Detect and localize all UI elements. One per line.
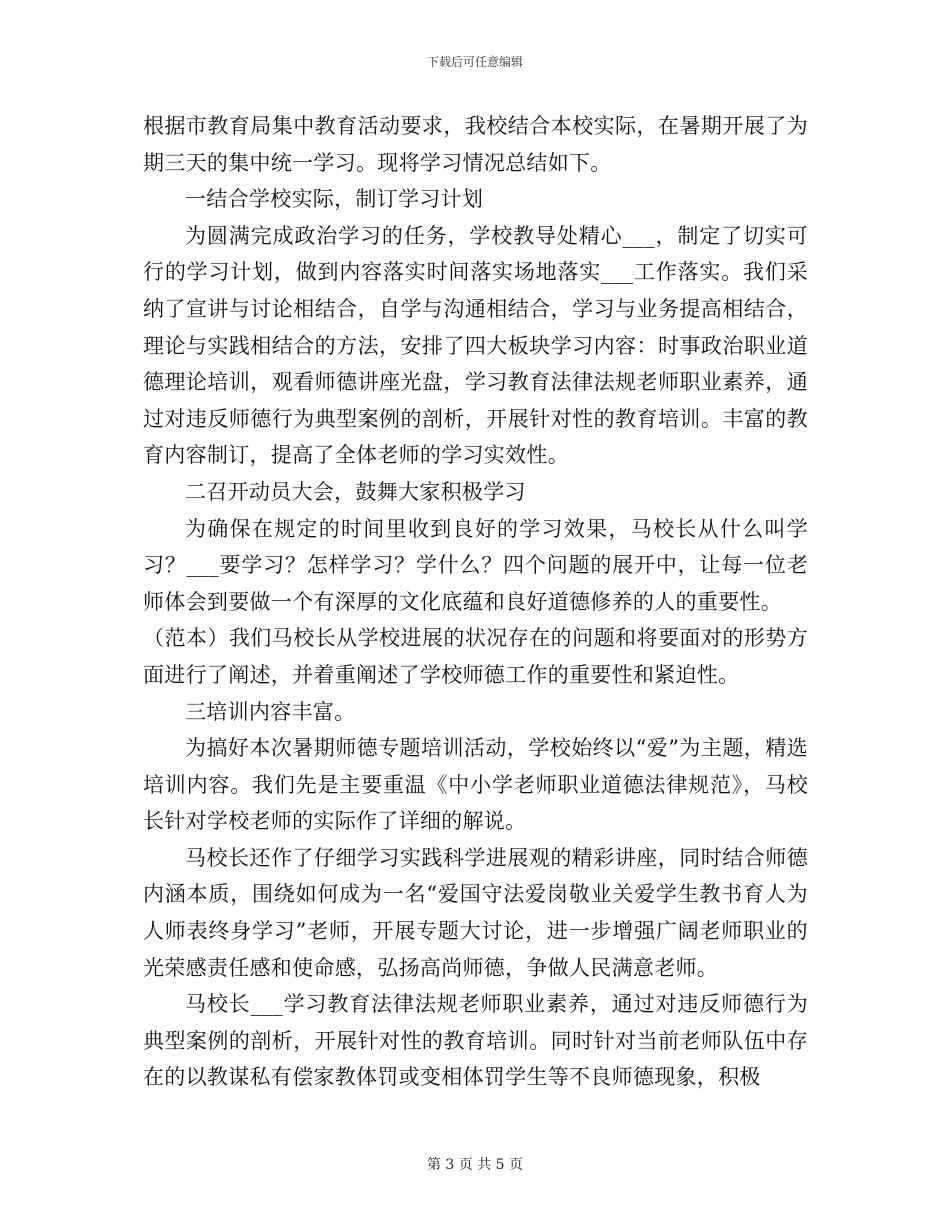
document-body — [143, 108, 808, 1096]
section-heading-2: 二召开动员大会，鼓舞大家积极学习 — [185, 479, 526, 504]
page-header: 下载后可任意编辑 — [426, 55, 523, 69]
paragraph-legal-study: 马校长___学习教育法律法规老师职业素养，通过对违反师德行为典型案例的剖析，开展针对性的教育培训。同时针对当前老师队伍中存在的以教谋私有偿家教体罚或变相体罚学生等不良师德现象，积极 — [143, 992, 808, 1090]
page-footer: 第 3 页 共 5 页 — [426, 1157, 524, 1173]
paragraph-training-content: 为搞好本次暑期师德专题培训活动，学校始终以“爱”为主题，精选培训内容。我们先是主要重温《中小学老师职业道德法律规范》，马校长针对学校老师的实际作了详细的解说。 — [143, 736, 808, 834]
section-heading-3: 三培训内容丰富。 — [185, 699, 356, 724]
paragraph-sample: （范本）我们马校长从学校进展的状况存在的问题和将要面对的形势方面进行了阐述，并着重阐述了学校师德工作的重要性和紧迫性。 — [143, 626, 808, 687]
section-heading-1: 一结合学校实际，制订学习计划 — [185, 187, 484, 212]
paragraph-study-plan: 为圆满完成政治学习的任务，学校教导处精心___，制定了切实可行的学习计划，做到内容落实时间落实场地落实___工作落实。我们采纳了宣讲与讨论相结合，自学与沟通相结合，学习与业务提高相结合，理论与实践相结合的方法，安排了四大板块学习内容：时事政治职业道德理论培训，观看师德讲座光盘，学习教育法律法规老师职业素养，通过对违反师德行为典型案例的剖析，开展针对性的教育培训。丰富的教育内容制订，提高了全体老师的学习实效性。 — [143, 223, 808, 468]
paragraph-intro: 根据市教育局集中教育活动要求，我校结合本校实际，在暑期开展了为期三天的集中统一学习。现将学习情况总结如下。 — [143, 114, 808, 175]
paragraph-mobilization: 为确保在规定的时间里收到良好的学习效果，马校长从什么叫学习？___要学习？怎样学习？学什么？四个问题的展开中，让每一位老师体会到要做一个有深厚的文化底蕴和良好道德修养的人的重要性。 — [143, 516, 808, 614]
paragraph-lecture: 马校长还作了仔细学习实践科学进展观的精彩讲座，同时结合师德内涵本质，围绕如何成为一名“爱国守法爱岗敬业关爱学生教书育人为人师表终身学习”老师，开展专题大讨论，进一步增强广阔老师职业的光荣感责任感和使命感，弘扬高尚师德，争做人民满意老师。 — [143, 845, 808, 980]
